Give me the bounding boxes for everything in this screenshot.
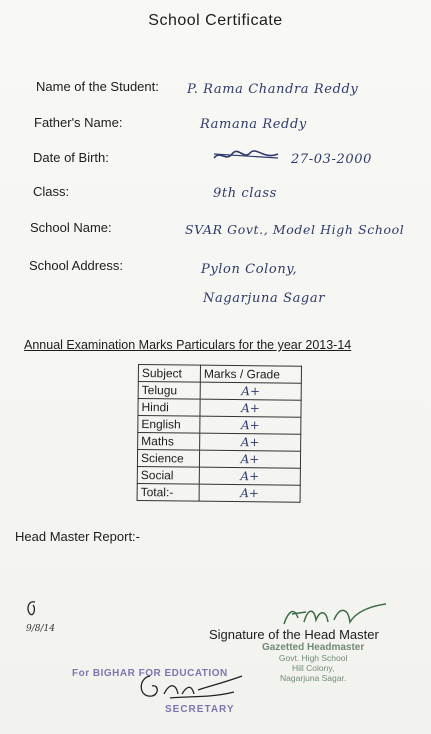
table-row <box>137 483 300 502</box>
school-name-label: School Name: <box>30 220 112 235</box>
table-row <box>138 399 301 418</box>
subject-cell: Total:- <box>137 483 199 501</box>
grade-column-header: Marks / Grade <box>200 365 301 383</box>
stamp-line: Nagarjuna Sagar. <box>280 673 347 683</box>
grade-cell: A+ <box>200 433 301 451</box>
school-address-label: School Address: <box>29 258 123 273</box>
stamp-line: Govt. High School <box>278 653 348 663</box>
subject-cell: English <box>138 416 200 434</box>
subject-cell: Social <box>137 466 199 484</box>
grade-cell: A+ <box>199 484 300 502</box>
stamp-line: Hill Colony, <box>291 663 335 673</box>
father-name-label: Father's Name: <box>34 115 123 130</box>
dob-label: Date of Birth: <box>33 150 109 165</box>
marks-heading: Annual Examination Marks Particulars for the year 2013-14 <box>24 338 352 352</box>
grade-cell: A+ <box>200 416 301 434</box>
father-name-value: Ramana Reddy <box>200 117 307 132</box>
education-stamp: For BIGHAR FOR EDUCATION <box>72 668 228 679</box>
student-name-label: Name of the Student: <box>36 79 159 94</box>
dob-value: 27-03-2000 <box>291 152 372 167</box>
school-address-line1: Pylon Colony, <box>201 262 298 277</box>
subject-cell: Telugu <box>138 382 200 400</box>
secretary-stamp: SECRETARY <box>165 704 235 715</box>
head-master-report-label: Head Master Report:- <box>15 529 140 544</box>
signature-label: Signature of the Head Master <box>209 627 379 642</box>
school-address-line2: Nagarjuna Sagar <box>203 291 326 306</box>
struck-out-text-mark <box>212 148 282 164</box>
grade-cell: A+ <box>199 450 300 468</box>
grade-cell: A+ <box>199 467 300 485</box>
subject-column-header: Subject <box>138 365 200 383</box>
class-label: Class: <box>33 184 70 199</box>
student-name-value: P. Rama Chandra Reddy <box>187 82 359 97</box>
table-row <box>138 382 301 401</box>
marks-table <box>137 364 302 503</box>
grade-cell: A+ <box>200 399 301 417</box>
school-name-value: SVAR Govt., Model High School <box>185 222 405 237</box>
table-row <box>137 466 300 485</box>
subject-cell: Science <box>137 450 199 468</box>
class-value: 9th class <box>213 186 277 201</box>
table-row <box>138 433 301 452</box>
grade-cell: A+ <box>200 382 301 400</box>
subject-cell: Maths <box>138 433 200 451</box>
headmaster-stamp <box>262 643 364 683</box>
table-row <box>137 450 300 469</box>
initials-mark <box>24 598 40 622</box>
table-header-row <box>138 365 301 384</box>
date-mark: 9/8/14 <box>26 624 55 634</box>
secretary-signature <box>130 668 250 708</box>
subject-cell: Hindi <box>138 399 200 417</box>
stamp-title: Gazetted Headmaster <box>262 642 365 653</box>
certificate-title: School Certificate <box>148 12 283 29</box>
table-row <box>138 416 301 435</box>
